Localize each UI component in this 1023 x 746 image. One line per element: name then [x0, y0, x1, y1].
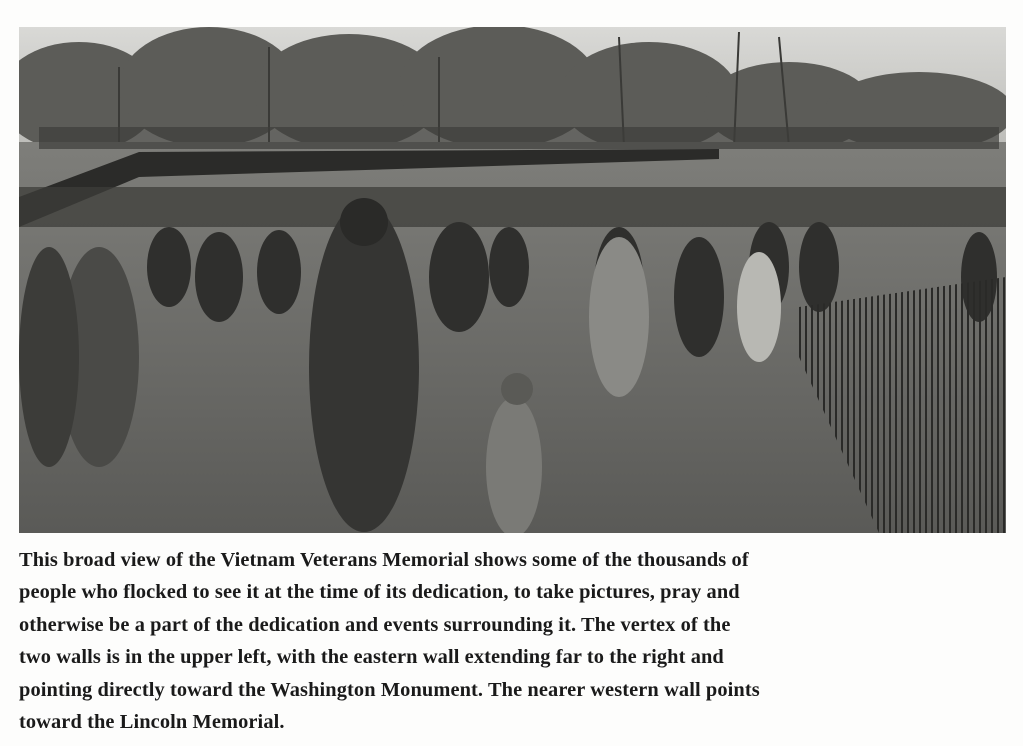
caption-line: toward the Lincoln Memorial. — [19, 711, 285, 734]
photo-caption — [19, 544, 1007, 738]
caption-line: otherwise be a part of the dedication and events surrounding it. The vertex of the — [19, 613, 731, 636]
caption-line: people who flocked to see it at the time of its dedication, to take pictures, pray and — [19, 581, 740, 604]
caption-line: pointing directly toward the Washington Monument. The nearer western wall points — [19, 678, 760, 701]
photo-illustration — [19, 27, 1006, 533]
caption-line: This broad view of the Vietnam Veterans Memorial shows some of the thousands of — [19, 549, 749, 571]
memorial-crowd-photo — [19, 27, 1006, 533]
caption-line: two walls is in the upper left, with the eastern wall extending far to the right and — [19, 646, 724, 669]
